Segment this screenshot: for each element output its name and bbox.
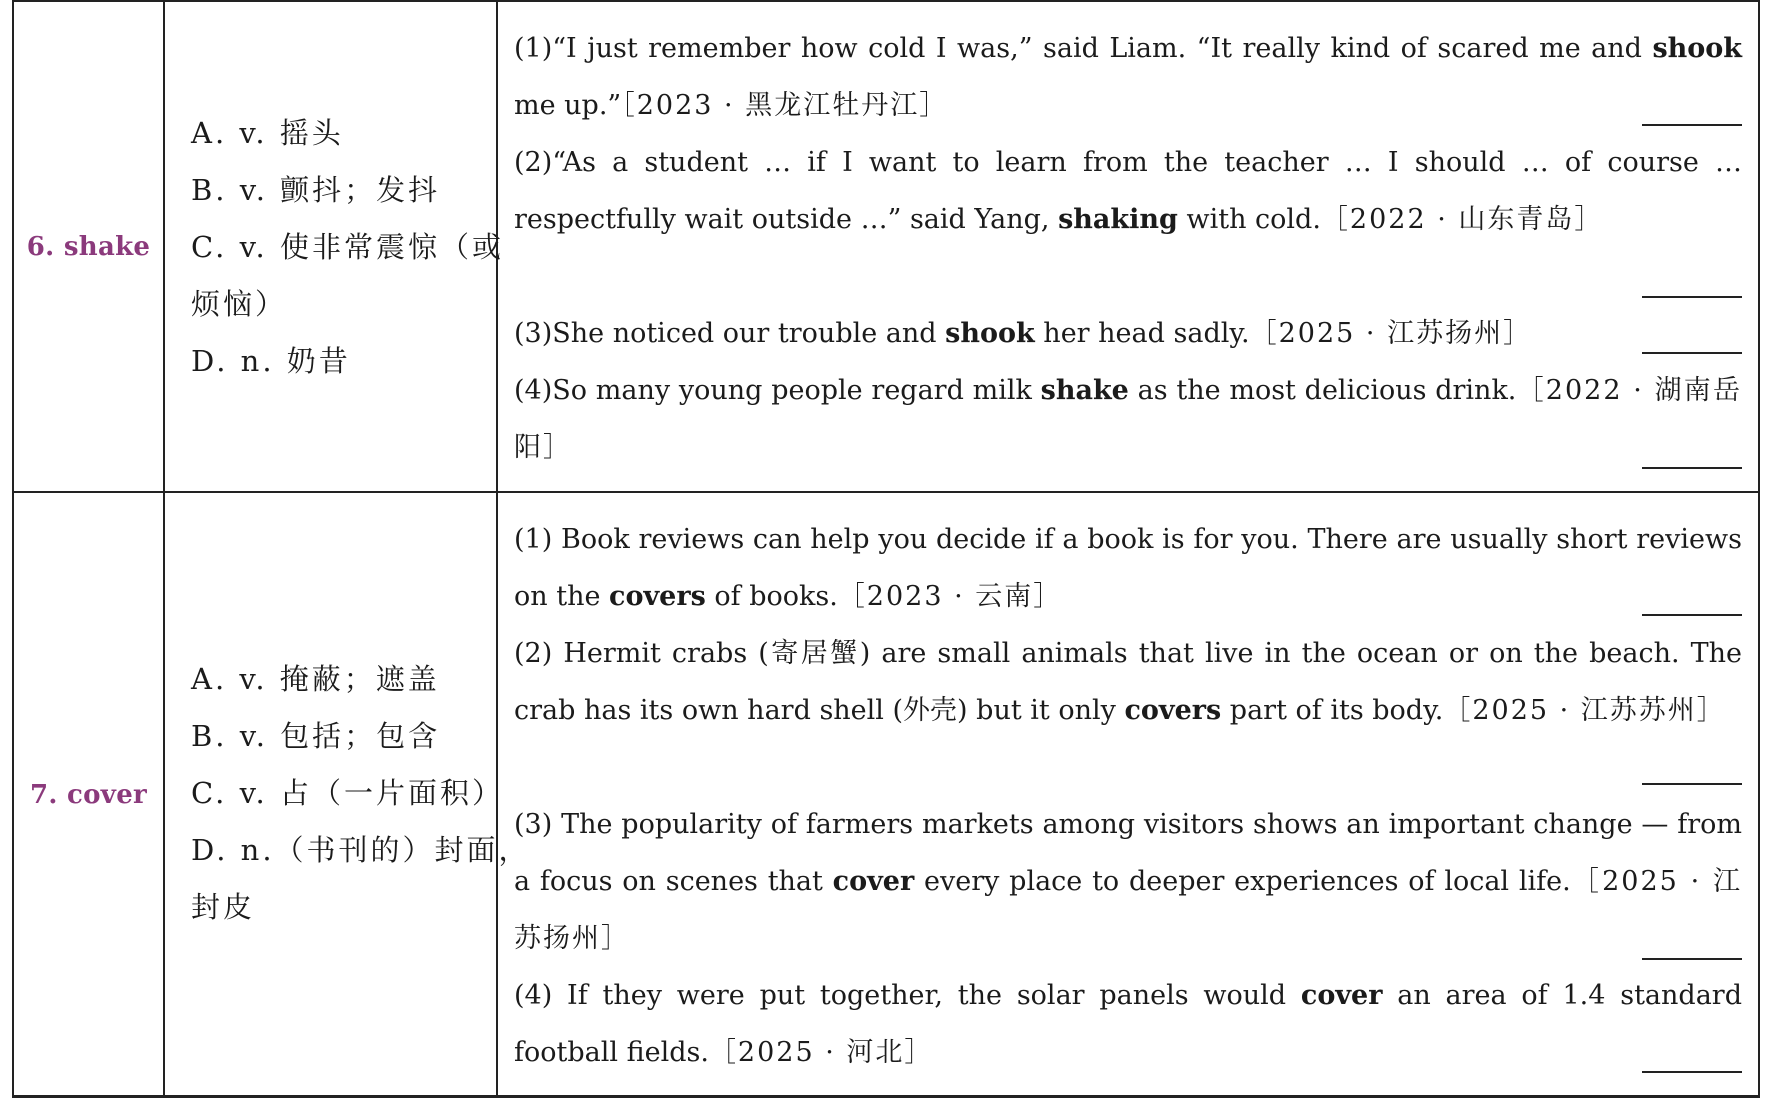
meanings-list — [191, 651, 531, 936]
example-keyword: covers — [1124, 695, 1222, 726]
example-text: her head sadly. — [1034, 318, 1250, 349]
example-text: (2)“As a student … if I want to learn from the teacher … I should … of course … respectfully wait outside …” said Yang, — [514, 147, 1742, 235]
meaning-item: B. v. 包括；包含 — [191, 719, 441, 753]
table-row-cover — [14, 493, 1758, 1097]
vocabulary-table — [12, 0, 1760, 1098]
example-text: me up.” — [514, 90, 622, 121]
example-keyword: shaking — [1058, 204, 1178, 235]
headword: 6. shake — [26, 231, 151, 262]
example-text: as the most delicious drink. — [1128, 375, 1517, 406]
example-keyword: shook — [1652, 33, 1742, 64]
meaning-item: D. n. 奶昔 — [191, 344, 351, 378]
example-text: of books. — [705, 581, 838, 612]
example-keyword: covers — [609, 581, 706, 612]
example-text: (3)She noticed our trouble and — [514, 318, 946, 349]
example-text: part of its body. — [1221, 695, 1444, 726]
example-text: (4) If they were put together, the solar panels would — [514, 980, 1301, 1011]
example-keyword: shake — [1040, 375, 1129, 406]
meanings-cell — [165, 2, 504, 491]
example-text: (3) The popularity of farmers markets among visitors shows an important change — from a focus on scenes that — [514, 809, 1742, 897]
meaning-item: C. v. 使非常震惊（或 — [191, 230, 504, 264]
meaning-item: A. v. 掩蔽；遮盖 — [191, 662, 440, 696]
example-text: (1) Book reviews can help you decide if a book is for you. There are usually short reviews on the — [514, 524, 1742, 612]
answer-blank[interactable] — [1642, 296, 1742, 298]
headword-cell — [14, 2, 165, 491]
example-source: ［2022 · 山东青岛］ — [1320, 204, 1604, 235]
meaning-item: A. v. 摇头 — [191, 116, 344, 150]
example-sentence — [514, 305, 1742, 362]
answer-blank[interactable] — [1642, 614, 1742, 616]
meaning-item: C. v. 占（一片面积） — [191, 776, 504, 810]
example-sentence — [514, 967, 1742, 1081]
examples-cell — [498, 2, 1758, 491]
meanings-list — [191, 105, 504, 390]
example-source: ［2025 · 江苏扬州］ — [1249, 318, 1533, 349]
examples-cell — [498, 493, 1758, 1097]
meaning-item: 烦恼） — [191, 287, 288, 321]
example-text: (4)So many young people regard milk — [514, 375, 1041, 406]
headword: 7. cover — [29, 780, 148, 810]
headword-cell — [14, 493, 165, 1097]
example-text: with cold. — [1177, 204, 1321, 235]
example-source: ［2025 · 河北］ — [708, 1037, 934, 1068]
example-source: ［2022 · 湖南岳阳］ — [514, 375, 1742, 463]
answer-blank[interactable] — [1642, 783, 1742, 785]
answer-blank[interactable] — [1642, 958, 1742, 960]
example-text: every place to deeper experiences of local life. — [914, 866, 1571, 897]
example-source: ［2023 · 云南］ — [837, 581, 1063, 612]
meanings-cell — [165, 493, 531, 1097]
answer-blank[interactable] — [1642, 467, 1742, 469]
examples-list — [514, 20, 1742, 476]
example-sentence — [514, 796, 1742, 967]
examples-list — [514, 511, 1742, 1081]
example-keyword: cover — [1300, 980, 1383, 1011]
example-sentence — [514, 20, 1742, 134]
table-row-shake — [14, 2, 1758, 493]
meaning-item: D. n.（书刊的）封面， — [191, 833, 531, 867]
example-source: ［2025 · 江苏苏州］ — [1443, 695, 1726, 726]
example-text: an area of 1.4 standard football fields. — [514, 980, 1742, 1068]
answer-blank[interactable] — [1642, 352, 1742, 354]
example-text: (2) Hermit crabs (寄居蟹) are small animals that live in the ocean or on the beach. The crab has its own hard shell (外壳) but it only — [514, 638, 1742, 726]
example-keyword: shook — [945, 318, 1035, 349]
example-sentence — [514, 625, 1742, 739]
answer-blank[interactable] — [1642, 1071, 1742, 1073]
answer-blank[interactable] — [1642, 124, 1742, 126]
example-source: ［2023 · 黑龙江牡丹江］ — [621, 90, 949, 121]
meaning-item: 封皮 — [191, 890, 256, 924]
example-sentence — [514, 134, 1742, 248]
example-source: ［2025 · 江苏扬州］ — [514, 866, 1742, 954]
example-sentence — [514, 511, 1742, 625]
example-keyword: cover — [832, 866, 915, 897]
example-sentence — [514, 362, 1742, 476]
meaning-item: B. v. 颤抖；发抖 — [191, 173, 441, 207]
example-text: (1)“I just remember how cold I was,” said Liam. “It really kind of scared me and — [514, 33, 1653, 64]
